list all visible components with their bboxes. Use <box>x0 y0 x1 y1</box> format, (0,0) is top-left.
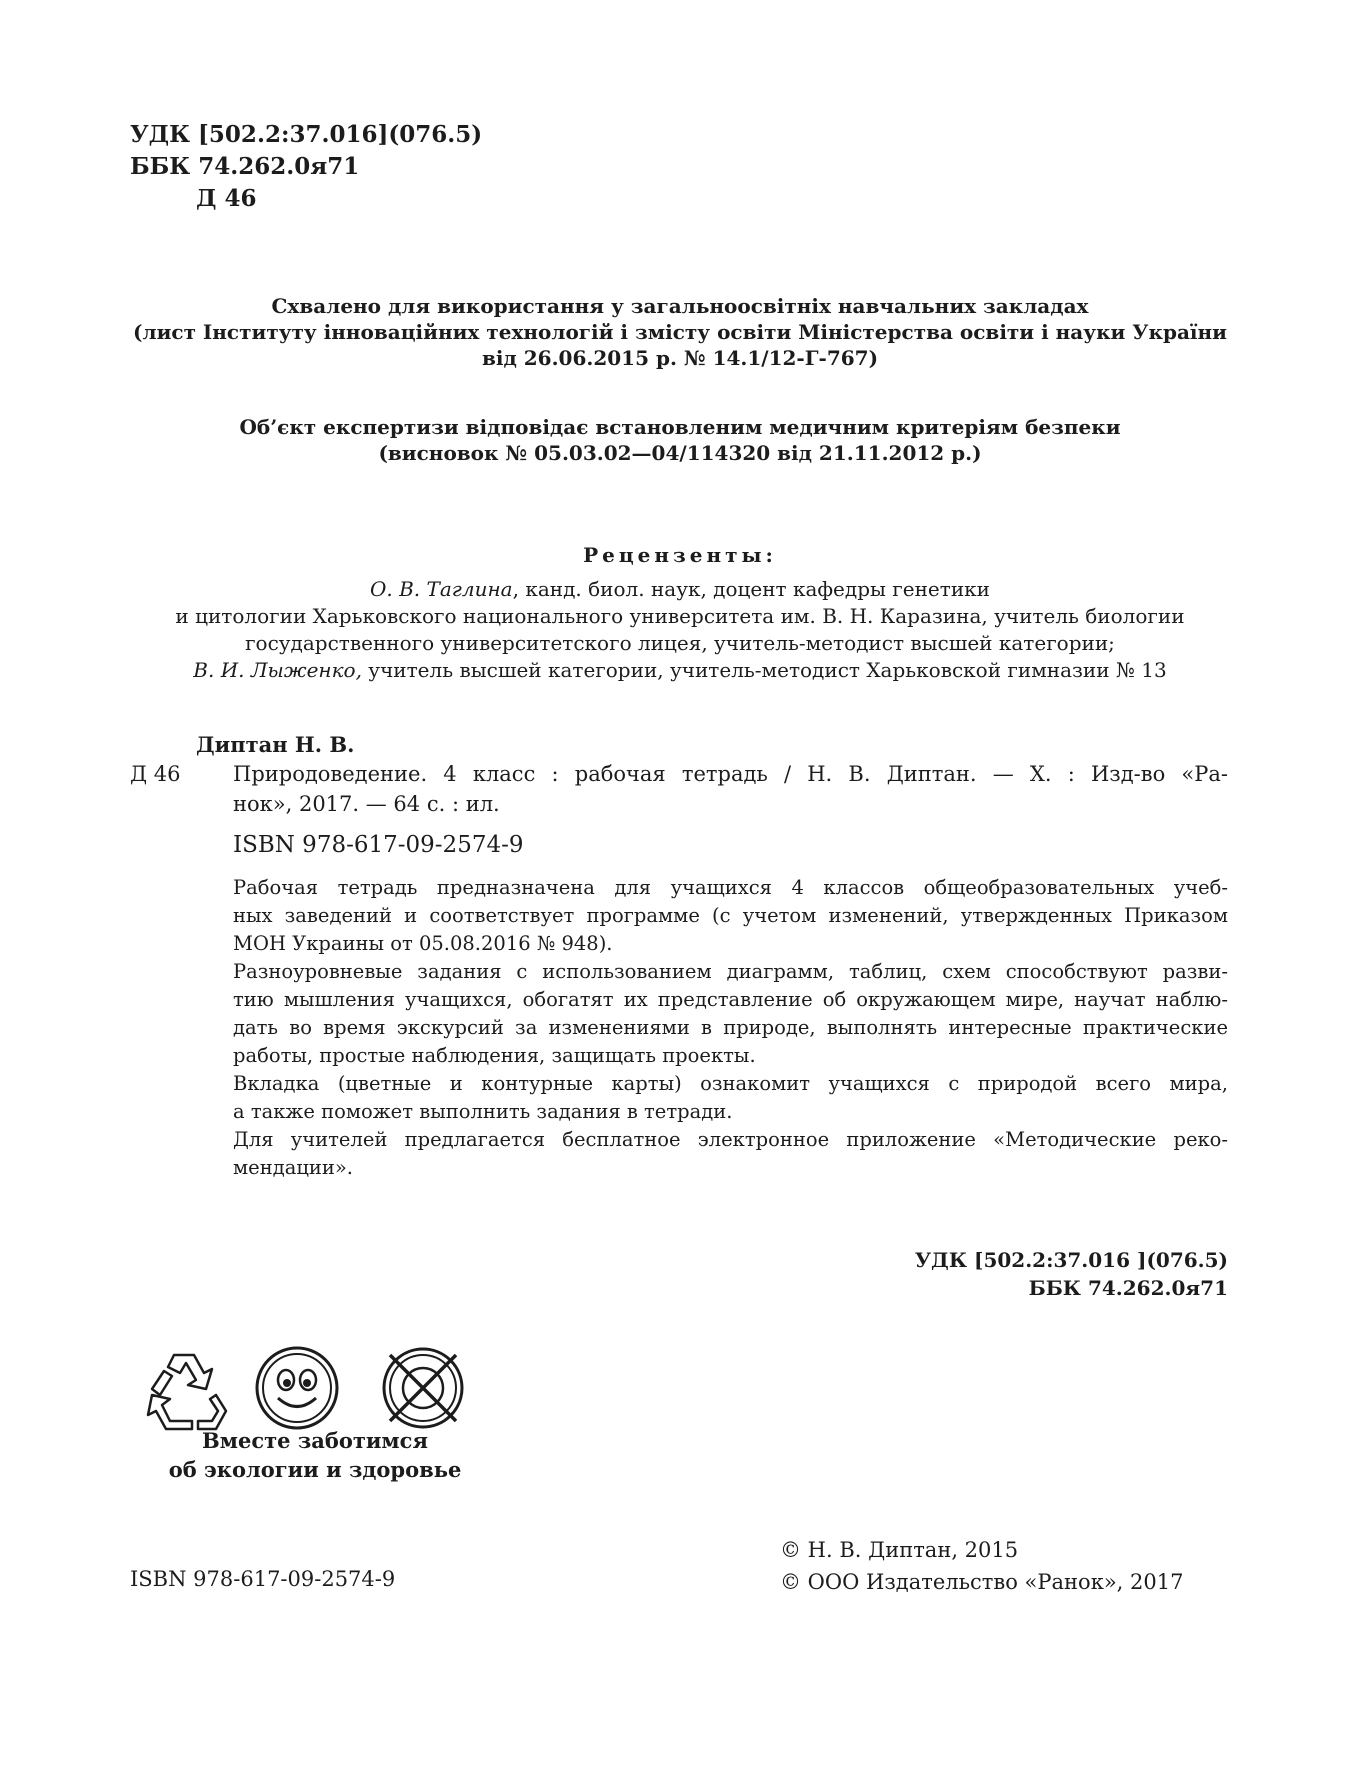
annotation-p2-line-3: дать во время экскурсий за изменениями в природе, выполнять интересные практические <box>233 1016 1228 1039</box>
annotation-p4-line-1: Для учителей предлагается бесплатное электронное приложение «Методические реко- <box>233 1128 1228 1151</box>
annotation-p4-line-2: мендации». <box>233 1156 353 1179</box>
udk-code-bottom: УДК [502.2:37.016 ](076.5) <box>914 1248 1228 1272</box>
eco-caption-line-1: Вместе заботимся <box>202 1428 428 1453</box>
reviewer-1-title: , канд. биол. наук, доцент кафедры генетики <box>512 577 990 601</box>
annotation-p1-line-1: Рабочая тетрадь предназначена для учащихся 4 классов общеобразовательных учеб- <box>233 876 1228 899</box>
bib-code: Д 46 <box>130 762 181 786</box>
bib-isbn: ISBN 978-617-09-2574-9 <box>233 832 524 858</box>
copyright-author: © Н. В. Диптан, 2015 <box>780 1538 1019 1562</box>
annotation-p2-line-4: работы, простые наблюдения, защищать проекты. <box>233 1044 756 1067</box>
reviewers-title: Рецензенты: <box>583 543 777 567</box>
expertise-block <box>130 414 1230 466</box>
approval-line-3: від 26.06.2015 р. № 14.1/12-Г-767) <box>481 346 879 370</box>
isbn-bottom: ISBN 978-617-09-2574-9 <box>130 1567 396 1591</box>
reviewer-1-line-1 <box>130 576 1230 603</box>
annotation-p3-line-1: Вкладка (цветные и контурные карты) ознакомит учащихся с природой всего мира, <box>233 1072 1228 1095</box>
eco-caption <box>150 1426 480 1484</box>
bbk-code: ББК 74.262.0я71 <box>130 153 360 180</box>
no-packaging-icon <box>378 1343 468 1433</box>
annotation-p3-line-2: а также поможет выполнить задания в тетради. <box>233 1100 733 1123</box>
reviewer-2-name: В. И. Лыженко, <box>193 658 362 682</box>
reviewer-1-name: О. В. Таглина <box>370 577 513 601</box>
approval-block <box>130 293 1230 371</box>
expertise-line-2: (висновок № 05.03.02—04/114320 від 21.11.2012 р.) <box>378 441 982 465</box>
recycle-icon <box>140 1345 228 1433</box>
annotation <box>233 874 1228 1182</box>
annotation-p1-line-3: МОН Украины от 05.08.2016 № 948). <box>233 932 613 955</box>
annotation-p2-line-2: тию мышления учащихся, обогатят их представление об окружающем мире, научат наблю- <box>233 988 1228 1011</box>
eco-caption-line-2: об экологии и здоровье <box>168 1457 462 1482</box>
smiley-face-icon <box>252 1343 342 1433</box>
udk-code: УДК [502.2:37.016](076.5) <box>130 121 483 148</box>
author-sign-code: Д 46 <box>196 185 257 212</box>
expertise-line-1: Об’єкт експертизи відповідає встановленим медичним критеріям безпеки <box>239 415 1121 439</box>
bbk-code-bottom: ББК 74.262.0я71 <box>1028 1276 1228 1300</box>
bib-author: Диптан Н. В. <box>196 732 355 757</box>
reviewers-list <box>130 576 1230 684</box>
annotation-p2-line-1: Разноуровневые задания с использованием диаграмм, таблиц, схем способствуют разви- <box>233 960 1228 983</box>
approval-line-1: Схвалено для використання у загальноосвітніх навчальних закладах <box>271 294 1089 318</box>
reviewer-1-line-2: и цитологии Харьковского национального университета им. В. Н. Каразина, учитель биологии <box>175 604 1185 628</box>
copyright-publisher: © ООО Издательство «Ранок», 2017 <box>780 1570 1184 1594</box>
reviewer-2-title: учитель высшей категории, учитель-методист Харьковской гимназии № 13 <box>361 658 1167 682</box>
reviewer-1-line-3: государственного университетского лицея, учитель-методист высшей категории; <box>245 631 1115 655</box>
reviewer-2-line <box>130 657 1230 684</box>
bib-title-line-2: нок», 2017. — 64 с. : ил. <box>233 792 500 816</box>
bib-title-line-1: Природоведение. 4 класс : рабочая тетрадь / Н. В. Диптан. — Х. : Изд-во «Ра- <box>233 762 1228 786</box>
annotation-p1-line-2: ных заведений и соответствует программе (с учетом изменений, утвержденных Приказом <box>233 904 1228 927</box>
approval-line-2: (лист Інституту інноваційних технологій і змісту освіти Міністерства освіти і науки України <box>133 320 1227 344</box>
